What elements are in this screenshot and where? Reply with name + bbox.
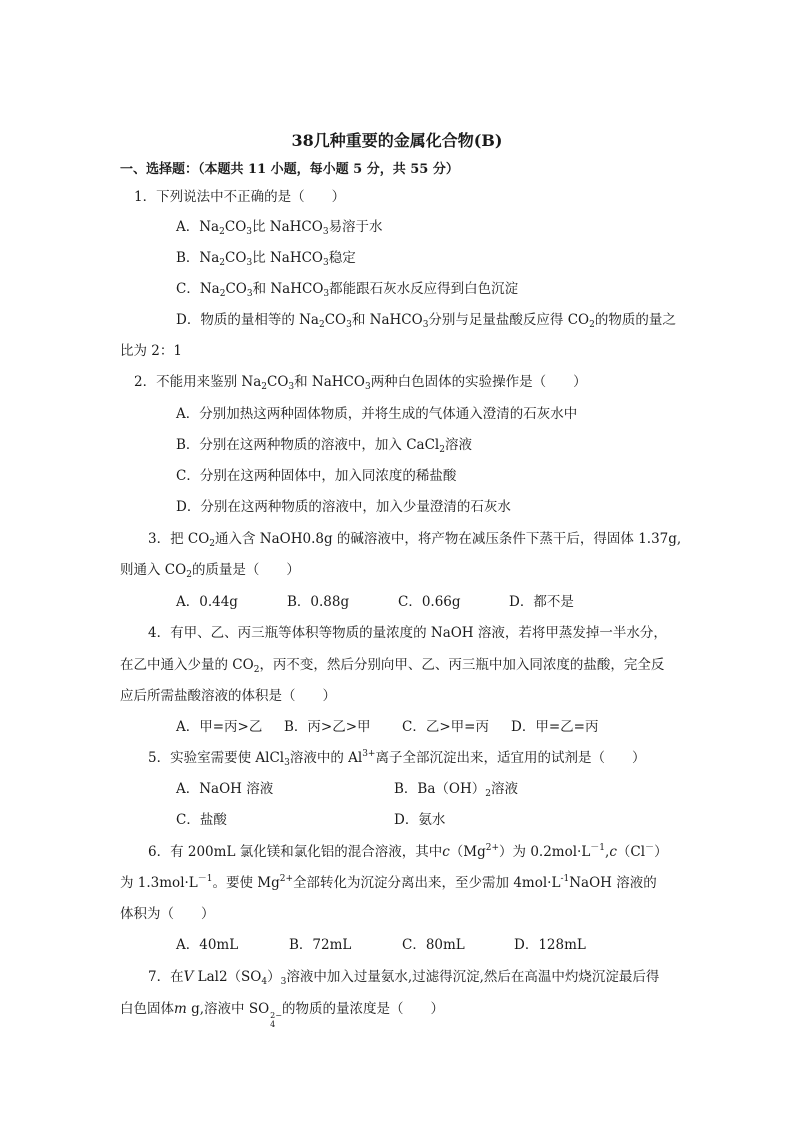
question-4-option-b: B．丙>乙>甲 (284, 719, 371, 735)
question-5-option-d: D．氨水 (394, 812, 446, 828)
page-title: 38几种重要的金属化合物(B) (291, 131, 503, 150)
question-1-option-a: A．$Na_2CO_3$比 NaHCO$_3$易溶于水 (176, 219, 383, 237)
question-3-option-a: A．0.44g (176, 594, 238, 610)
question-7-stem-line-2: 白色固体m g,溶液中 SO 2− 4 的物质的量浓度是（ ） (120, 1001, 444, 1029)
question-2-option-a: A．分别加热这两种固体物质，并将生成的气体通入澄清的石灰水中 (176, 406, 578, 422)
question-3-stem-continued: 则通入 $CO_2$的质量是（ ） (120, 562, 300, 580)
question-5-option-b: B．$Ba(OH)_2$溶液 (394, 781, 518, 799)
question-2-option-d: D．分别在这两种物质的溶液中，加入少量澄清的石灰水 (176, 499, 511, 515)
question-1-option-c: C．$Na_2CO_3$和 NaHCO$_3$都能跟石灰水反应得到白色沉淀 (176, 281, 519, 299)
question-3-option-b: B．0.88g (287, 594, 350, 610)
question-3-options (0, 593, 794, 611)
question-3-option-c: C．0.66g (398, 594, 461, 610)
question-6-option-d: D．128mL (514, 937, 586, 953)
question-3-stem: 3．把 $CO_2$通入含 NaOH0.8g 的碱溶液中，将产物在减压条件下蒸干后，得固体 1.37g, (148, 531, 682, 549)
question-1-option-d: D．物质的量相等的 $Na_2CO_3$和 NaHCO$_3$分别与足量盐酸反应得 $CO_2$的物质的量之 (176, 312, 676, 330)
sulfate-charge-subscript: 2− 4 (270, 1011, 282, 1029)
question-4-option-d: D．甲=乙=丙 (511, 719, 599, 735)
question-2-option-c: C．分别在这两种固体中，加入同浓度的稀盐酸 (176, 468, 457, 484)
section-heading: 一、选择题：（本题共 11 小题，每小题 5 分，共 55 分） (120, 162, 459, 177)
question-4-option-c: C．乙>甲=丙 (402, 719, 489, 735)
question-2-stem: 2．不能用来鉴别 $Na_2CO_3$和 NaHCO$_3$两种白色固体的实验操作是（ ） (134, 374, 587, 392)
question-4-options (0, 718, 794, 736)
question-4-stem: 4．有甲、乙、丙三瓶等体积等物质的量浓度的 NaOH 溶液，若将甲蒸发掉一半水分， (148, 625, 667, 641)
question-1-option-b: B．$Na_2CO_3$比 NaHCO$_3$稳定 (176, 250, 356, 268)
question-4-option-a: A．甲=丙>乙 (176, 719, 263, 735)
question-4-stem-line-3: 应后所需盐酸溶液的体积是（ ） (120, 688, 336, 704)
question-5-option-a: A．NaOH 溶液 (176, 781, 274, 797)
question-5-stem: 5．实验室需要使 AlCl$_3$溶液中的 $Al^{3+}$离子全部沉淀出来，适宜用的试剂是（ ） (148, 749, 646, 768)
question-6-stem-line-2: 为 $1.3mol\cdot L^{-1}$。要使 $Mg^{2+}$全部转化为沉淀分离出来，至少需加 $4mol\cdot L^{-1}NaOH$ 溶液的 (120, 874, 657, 891)
question-4-stem-line-2: 在乙中通入少量的 $CO_2$，丙不变，然后分别向甲、乙、丙三瓶中加入同浓度的盐酸，完全反 (120, 657, 665, 675)
question-6-option-c: C．80mL (402, 937, 465, 953)
question-3-option-d: D．都不是 (509, 594, 574, 610)
question-7-stem: 7．在V $Lal2(SO_4)_3$溶液中加入过量氨水,过滤得沉淀,然后在高温中灼烧沉淀最后得 (148, 969, 660, 987)
question-5-option-c: C．盐酸 (176, 812, 227, 828)
question-1-option-d-continued: 比为 2：1 (120, 343, 182, 359)
question-6-stem-line-3: 体积为（ ） (120, 906, 215, 922)
question-6-stem: 6．有 200mL 氯化镁和氯化铝的混合溶液，其中$c(Mg^{2+})$为 $0.2mol\cdot L^{-1},c(Cl^-)$ (148, 843, 668, 860)
question-1-stem: 1．下列说法中不正确的是（ ） (134, 189, 346, 205)
question-6-option-b: B．72mL (289, 937, 352, 953)
question-6-option-a: A．40mL (176, 937, 239, 953)
question-2-option-b: B．分别在这两种物质的溶液中，加入 CaCl$_2$溶液 (176, 437, 472, 455)
question-6-options (0, 936, 794, 954)
